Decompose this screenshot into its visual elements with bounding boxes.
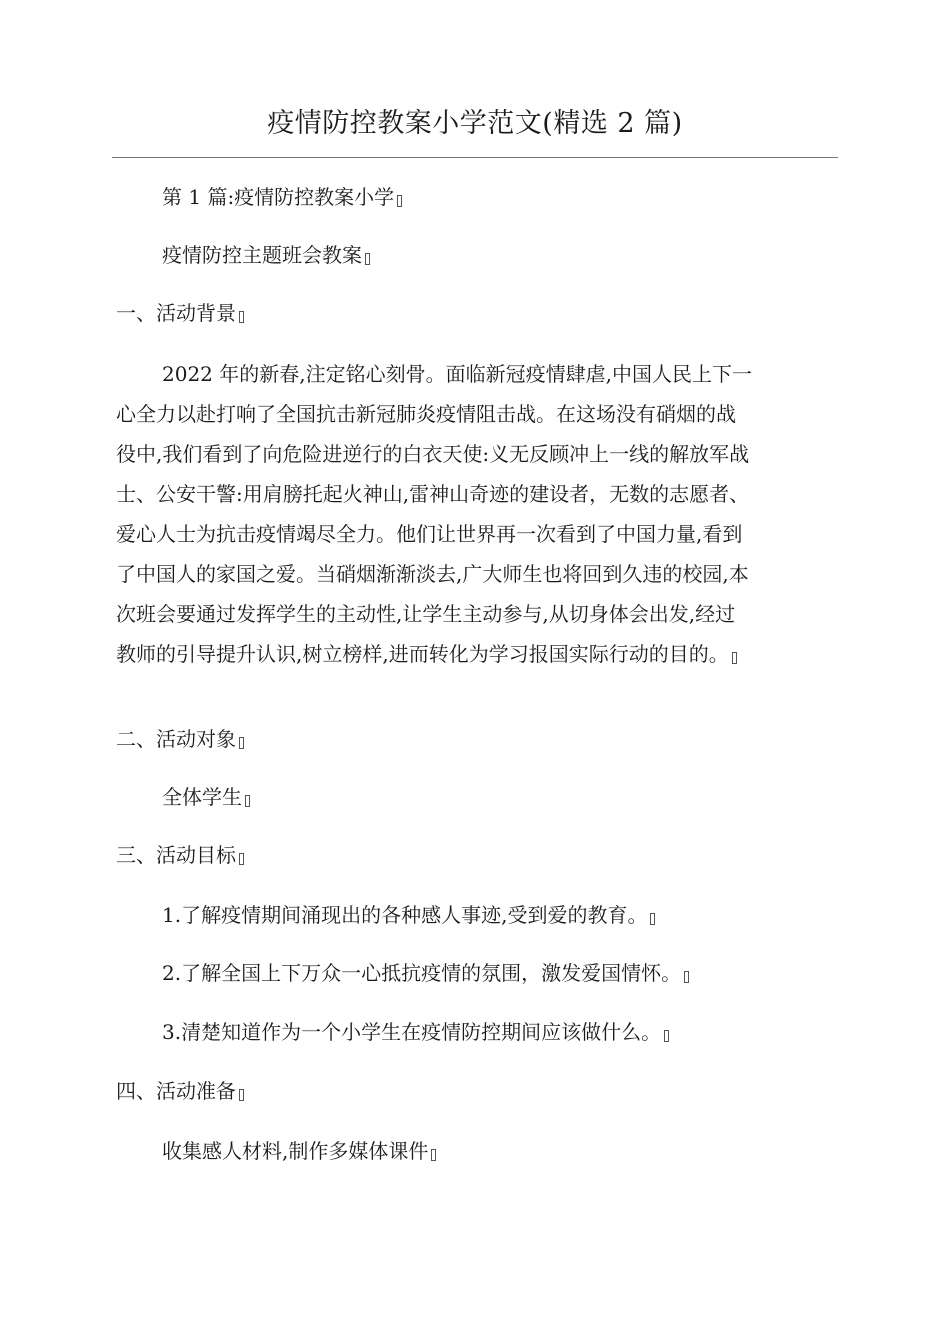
section-body-preparation — [162, 1136, 436, 1166]
section-heading-background — [116, 298, 244, 328]
paragraph-mark-icon — [397, 195, 402, 207]
paragraph-mark-icon — [664, 1030, 669, 1042]
paragraph-mark-icon — [245, 795, 250, 807]
paragraph-mark-icon — [431, 1149, 436, 1161]
paragraph-mark-icon — [239, 1089, 244, 1101]
paragraph-line-text: 教师的引导提升认识,树立榜样,进而转化为学习报国实际行动的目的。 — [116, 642, 729, 666]
section-heading-text: 四、活动准备 — [116, 1079, 236, 1103]
paragraph-mark-icon — [684, 971, 689, 983]
paragraph-line: 士、公安干警:用肩膀托起火神山,雷神山奇迹的建设者，无数的志愿者、 — [116, 482, 750, 506]
section-heading-target — [116, 724, 244, 754]
lesson-title — [162, 240, 370, 270]
paragraph-line: 了中国人的家国之爱。当硝烟渐渐淡去,广大师生也将回到久违的校园,本 — [116, 562, 749, 586]
section-heading-text: 一、活动背景 — [116, 301, 236, 325]
goal-item-text: 2.了解全国上下万众一心抵抗疫情的氛围，激发爱国情怀。 — [162, 961, 682, 985]
section-heading-text: 三、活动目标 — [116, 843, 236, 867]
paragraph-line: 心全力以赴打响了全国抗击新冠肺炎疫情阻击战。在这场没有硝烟的战 — [116, 402, 736, 426]
paragraph-line: 役中,我们看到了向危险进逆行的白衣天使:义无反顾冲上一线的解放军战 — [116, 442, 750, 466]
paragraph-line: 2022 年的新春,注定铭心刻骨。面临新冠疫情肆虐,中国人民上下一 — [162, 362, 752, 386]
lesson-title-text: 疫情防控主题班会教案 — [162, 243, 362, 267]
paragraph-mark-icon — [239, 311, 244, 323]
section-body-target — [162, 782, 250, 812]
paragraph-mark-icon — [365, 253, 370, 265]
paragraph-line: 爱心人士为抗击疫情竭尽全力。他们让世界再一次看到了中国力量,看到 — [116, 522, 743, 546]
paragraph-mark-icon — [239, 737, 244, 749]
paragraph-mark-icon — [732, 652, 737, 664]
chapter-heading-text: 第 1 篇:疫情防控教案小学 — [162, 185, 395, 209]
section-heading-text: 二、活动对象 — [116, 727, 236, 751]
section-heading-goals — [116, 840, 244, 870]
goal-item — [162, 958, 689, 988]
background-paragraph — [116, 354, 836, 674]
section-body-text: 全体学生 — [162, 785, 242, 809]
paragraph-line-last — [116, 634, 836, 674]
goal-item — [162, 1017, 669, 1047]
paragraph-mark-icon — [239, 853, 244, 865]
section-body-text: 收集感人材料,制作多媒体课件 — [162, 1139, 429, 1163]
goal-item-text: 1.了解疫情期间涌现出的各种感人事迹,受到爱的教育。 — [162, 903, 648, 927]
paragraph-mark-icon — [650, 913, 655, 925]
document-title: 疫情防控教案小学范文(精选 2 篇) — [267, 108, 683, 139]
goal-item — [162, 900, 655, 930]
chapter-heading — [162, 182, 402, 212]
section-heading-preparation — [116, 1076, 244, 1106]
paragraph-line: 次班会要通过发挥学生的主动性,让学生主动参与,从切身体会出发,经过 — [116, 602, 736, 626]
title-divider — [112, 157, 838, 158]
goal-item-text: 3.清楚知道作为一个小学生在疫情防控期间应该做什么。 — [162, 1020, 662, 1044]
